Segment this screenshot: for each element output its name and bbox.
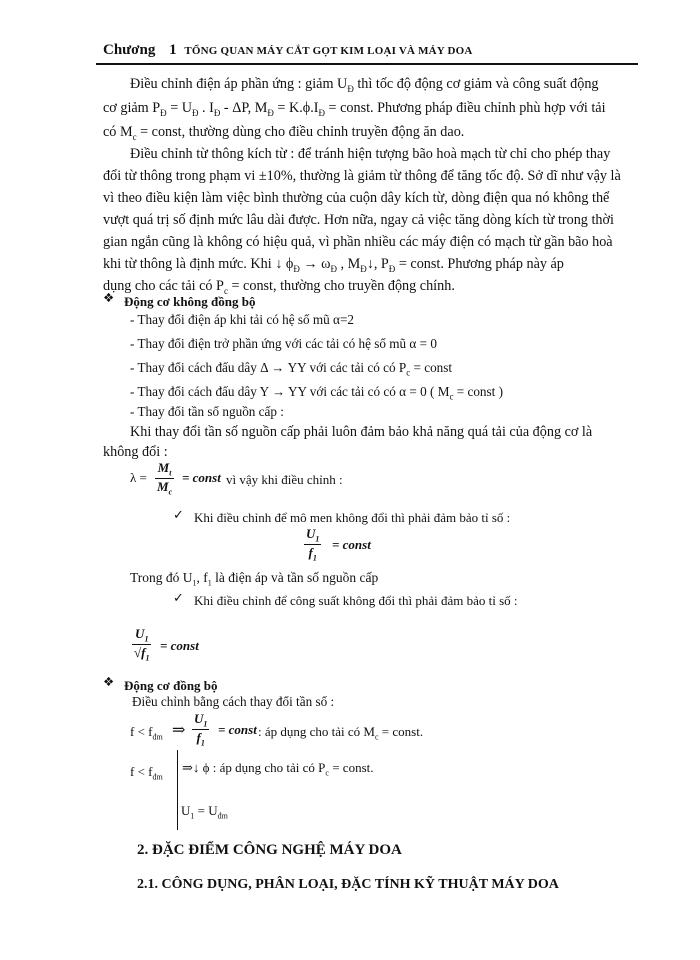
section-heading-2-1: 2.1. CÔNG DỤNG, PHÂN LOẠI, ĐẶC TÍNH KỸ THUẬT MÁY DOA <box>137 877 559 892</box>
async-title: Động cơ không đồng bộ <box>124 294 256 309</box>
diamond-bullet-icon: ❖ <box>103 290 115 305</box>
sync-title: Động cơ đồng bộ <box>124 678 218 693</box>
async-item-5: - Thay đổi tần số nguồn cấp : <box>130 404 284 419</box>
p2-line3: vì theo điều kiện làm việc bình thường của cuộn dây kích từ, dòng điện qua nó không thể <box>103 190 610 206</box>
u-over-f-const: = const <box>332 537 371 552</box>
check-icon-2: ✓ <box>173 591 184 606</box>
lambda-const: = const <box>182 470 221 485</box>
chapter-number: 1 <box>169 42 177 58</box>
sync-phi-line: ⇒↓ ϕ : áp dụng cho tải có $P_c$ = const. <box>182 760 374 778</box>
lambda-tail: vì vậy khi điều chỉnh : <box>226 472 343 487</box>
check-icon: ✓ <box>173 508 184 523</box>
p2-line7: dụng cho các tải có $P_c$ = const, thường cho truyền động chính. <box>103 278 455 296</box>
sync-cond-2: $f < f_{đm}$ <box>130 764 163 782</box>
p1-line3: có $M_c$ = const, thường dùng cho điều chỉnh truyền động ăn dao. <box>103 124 465 142</box>
u-over-sqrt-f-const: = const <box>160 638 199 653</box>
bracket-line <box>177 750 178 830</box>
chapter-word: Chương <box>103 42 156 58</box>
trong-do-line: Trong đó $U_1$, $f_1$ là điện áp và tần số nguồn cấp <box>130 570 379 588</box>
implies-icon: ⇒ <box>172 722 186 739</box>
async-item-4: - Thay đổi cách đấu dây Y → YY với các tải có có α = 0 ( $M_c$ = const ) <box>130 384 503 402</box>
async-item-2: - Thay đổi điện trở phần ứng với các tải có hệ số mũ α = 0 <box>130 336 437 351</box>
sync-const: = const <box>218 722 257 737</box>
check2-text: Khi điều chỉnh để công suất không đổi thì phải đảm bảo tỉ số : <box>194 593 518 608</box>
p2-line4: vượt quá trị số định mức lâu dài được. Hơn nữa, ngay cả việc tăng dòng kích từ trong thời <box>103 212 614 228</box>
section-heading-2: 2. ĐẶC ĐIỂM CÔNG NGHỆ MÁY DOA <box>137 842 402 858</box>
chapter-title: TỔNG QUAN MÁY CẮT GỌT KIM LOẠI VÀ MÁY DOA <box>184 45 473 57</box>
lambda-symbol: λ = <box>130 470 147 485</box>
p2-line1: Điều chỉnh từ thông kích từ : để tránh hiện tượng bão hoà mạch từ chỉ cho phép thay <box>130 146 611 162</box>
u-over-f-fraction: $U_1$ $f_1$ <box>306 526 320 563</box>
async-para-line2: không đổi : <box>103 444 168 460</box>
page-header <box>103 42 473 59</box>
p2-line6: khi từ thông là định mức. Khi ↓ $\phi_Đ \to \omega_Đ$ , $M_Đ↓$, $P_Đ$ = const. Phương pháp này áp <box>103 256 564 274</box>
sync-intro: Điều chỉnh bằng cách thay đổi tần số : <box>132 694 335 709</box>
async-item-3: - Thay đổi cách đấu dây Δ → YY với các tải có có $P_c$ = const <box>130 360 453 378</box>
p1-line1: Điều chỉnh điện áp phần ứng : giảm $U_Đ$ thì tốc độ động cơ giảm và công suất động <box>130 76 599 94</box>
p1-line2: cơ giảm $P_Đ = U_Đ$ . $I_Đ$ - ΔP, $M_Đ = K.\phi.I_Đ$ = const. Phương pháp điều chỉnh phù hợp với tải <box>103 100 606 118</box>
sync-tail-1: : áp dụng cho tải có $M_c$ = const. <box>258 724 424 742</box>
p2-line2: đổi từ thông trong phạm vi ±10%, thường là giảm từ thông để tăng tốc độ. Sở dĩ như vậy là <box>103 168 621 184</box>
async-para-line1: Khi thay đổi tần số nguồn cấp phải luôn đảm bảo khả năng quá tải của động cơ là <box>130 424 593 440</box>
header-rule <box>96 63 638 65</box>
sync-cond-1: $f < f_{đm}$ <box>130 724 163 742</box>
sync-u1-line: $U_1 = U_{đm}$ <box>181 803 228 821</box>
p2-line5: gian ngắn cũng là không có hiệu quả, vì phần nhiều các máy điện có mạch từ gần bão hoà <box>103 234 613 250</box>
lambda-fraction: $M_t$ $M_c$ <box>157 460 173 497</box>
diamond-bullet-icon-2: ❖ <box>103 674 115 689</box>
check1-text: Khi điều chỉnh để mô men không đổi thì phải đảm bảo tỉ số : <box>194 510 511 525</box>
sync-u-over-f-fraction: $U_1$ $f_1$ <box>194 711 208 748</box>
async-item-1: - Thay đổi điện áp khi tải có hệ số mũ α=2 <box>130 312 354 327</box>
u-over-sqrt-f-fraction: $U_1$ $√f_1$ <box>134 626 150 663</box>
